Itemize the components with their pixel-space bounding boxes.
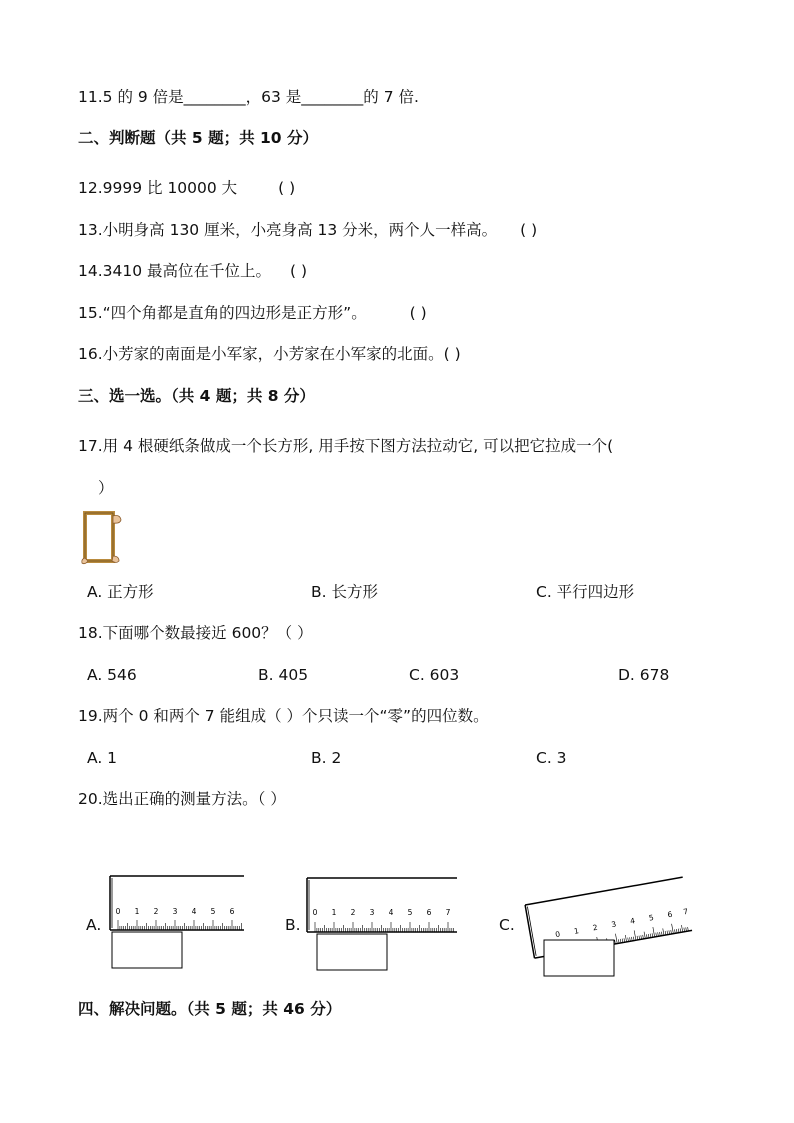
ruler-c-label-0: 0 (554, 929, 561, 940)
ruler-figure-c (522, 864, 694, 980)
ruler-tick (663, 928, 664, 935)
question-13-text: 13.小明身高 130 厘米，小亮身高 13 分米，两个人一样高。 (78, 221, 498, 239)
ruler-a-label-4: 4 (191, 907, 197, 916)
q18-option-b[interactable]: B. 405 (258, 666, 309, 684)
ruler-a-label-2: 2 (153, 907, 159, 916)
rectangle-frame-figure (80, 508, 124, 566)
ruler-b-label-3: 3 (369, 908, 375, 917)
q18-option-d[interactable]: D. 678 (618, 666, 670, 684)
question-14-text: 14.3410 最高位在千位上。 (78, 262, 272, 280)
question-15 (78, 303, 427, 323)
ruler-c-label-1: 1 (573, 926, 580, 936)
ruler-figure-a (104, 870, 246, 974)
question-17: 17.用 4 根硬纸条做成一个长方形, 用手按下图方法拉动它, 可以把它拉成一个( (78, 437, 614, 455)
q18-option-a[interactable]: A. 546 (87, 666, 137, 684)
ruler-tick (681, 925, 682, 932)
ruler-b-body (307, 878, 457, 932)
answer-paren-12[interactable]: ( ) (278, 179, 296, 197)
ruler-a-label-6: 6 (229, 907, 235, 916)
ruler-tick (653, 927, 655, 937)
question-11: 11.5 的 9 倍是________，63 是________的 7 倍. (78, 88, 419, 106)
ruler-a-body (110, 876, 244, 930)
q19-option-a[interactable]: A. 1 (87, 749, 118, 767)
question-16 (78, 344, 461, 364)
ruler-c-label-7: 7 (682, 906, 689, 917)
ruler-tick (672, 924, 674, 934)
q20-option-c[interactable]: C. (499, 916, 515, 934)
ruler-b-label-6: 6 (426, 908, 432, 917)
ruler-c-label-4: 4 (629, 916, 636, 926)
measured-block-b (317, 934, 387, 970)
q17-option-a[interactable]: A. 正方形 (87, 583, 154, 601)
q19-option-c[interactable]: C. 3 (536, 749, 567, 767)
question-17-paren[interactable]: ） (98, 479, 114, 497)
answer-paren-15[interactable]: ( ) (409, 304, 427, 322)
ruler-a-label-3: 3 (172, 907, 178, 916)
ruler-tick (644, 932, 645, 939)
ruler-b-label-5: 5 (407, 908, 413, 917)
ruler-b-label-0: 0 (312, 908, 318, 917)
ruler-a-label-5: 5 (210, 907, 216, 916)
ruler-b-label-4: 4 (388, 908, 394, 917)
answer-paren-13[interactable]: ( ) (520, 221, 538, 239)
ruler-c-label-3: 3 (610, 919, 617, 930)
ruler-b-label-7: 7 (445, 908, 451, 917)
q17-option-b[interactable]: B. 长方形 (311, 583, 378, 601)
question-18: 18.下面哪个数最接近 600？（ ） (78, 624, 313, 642)
question-16-text: 16.小芳家的南面是小军家，小芳家在小军家的北面。( (78, 345, 450, 363)
answer-paren-16[interactable]: ) (454, 345, 461, 363)
ruler-a-label-0: 0 (115, 907, 121, 916)
ruler-c-label-6: 6 (666, 909, 674, 920)
measured-block-c (544, 940, 614, 976)
q19-option-b[interactable]: B. 2 (311, 749, 342, 767)
ruler-c-label-2: 2 (591, 922, 599, 933)
question-12 (78, 178, 295, 198)
q18-option-c[interactable]: C. 603 (409, 666, 460, 684)
question-13 (78, 220, 537, 240)
q17-option-c[interactable]: C. 平行四边形 (536, 583, 635, 601)
section-2-heading: 二、判断题（共 5 题；共 10 分） (78, 129, 318, 147)
ruler-figure-b (303, 870, 459, 974)
q20-option-a[interactable]: A. (86, 916, 102, 934)
question-20: 20.选出正确的测量方法。（ ） (78, 790, 286, 808)
ruler-a-label-1: 1 (134, 907, 140, 916)
ruler-b-label-2: 2 (350, 908, 356, 917)
ruler-tick (634, 930, 636, 940)
ruler-tick (615, 934, 617, 944)
ruler-c-label-5: 5 (648, 912, 655, 923)
q20-option-b[interactable]: B. (285, 916, 301, 934)
ruler-a-tick-labels (116, 907, 235, 916)
answer-paren-14[interactable]: ( ) (289, 262, 307, 280)
question-19: 19.两个 0 和两个 7 能组成（ ）个只读一个“零”的四位数。 (78, 707, 489, 725)
section-3-heading: 三、选一选。（共 4 题；共 8 分） (78, 387, 315, 405)
ruler-b-tick-labels (313, 908, 451, 917)
ruler-b-label-1: 1 (331, 908, 337, 917)
section-4-heading: 四、解决问题。（共 5 题；共 46 分） (78, 1000, 342, 1018)
question-15-text: 15.“四个角都是直角的四边形是正方形”。 (78, 304, 367, 322)
ruler-tick (625, 935, 626, 942)
measured-block-a (112, 932, 182, 968)
question-14 (78, 261, 307, 281)
question-12-text: 12.9999 比 10000 大 (78, 179, 238, 197)
